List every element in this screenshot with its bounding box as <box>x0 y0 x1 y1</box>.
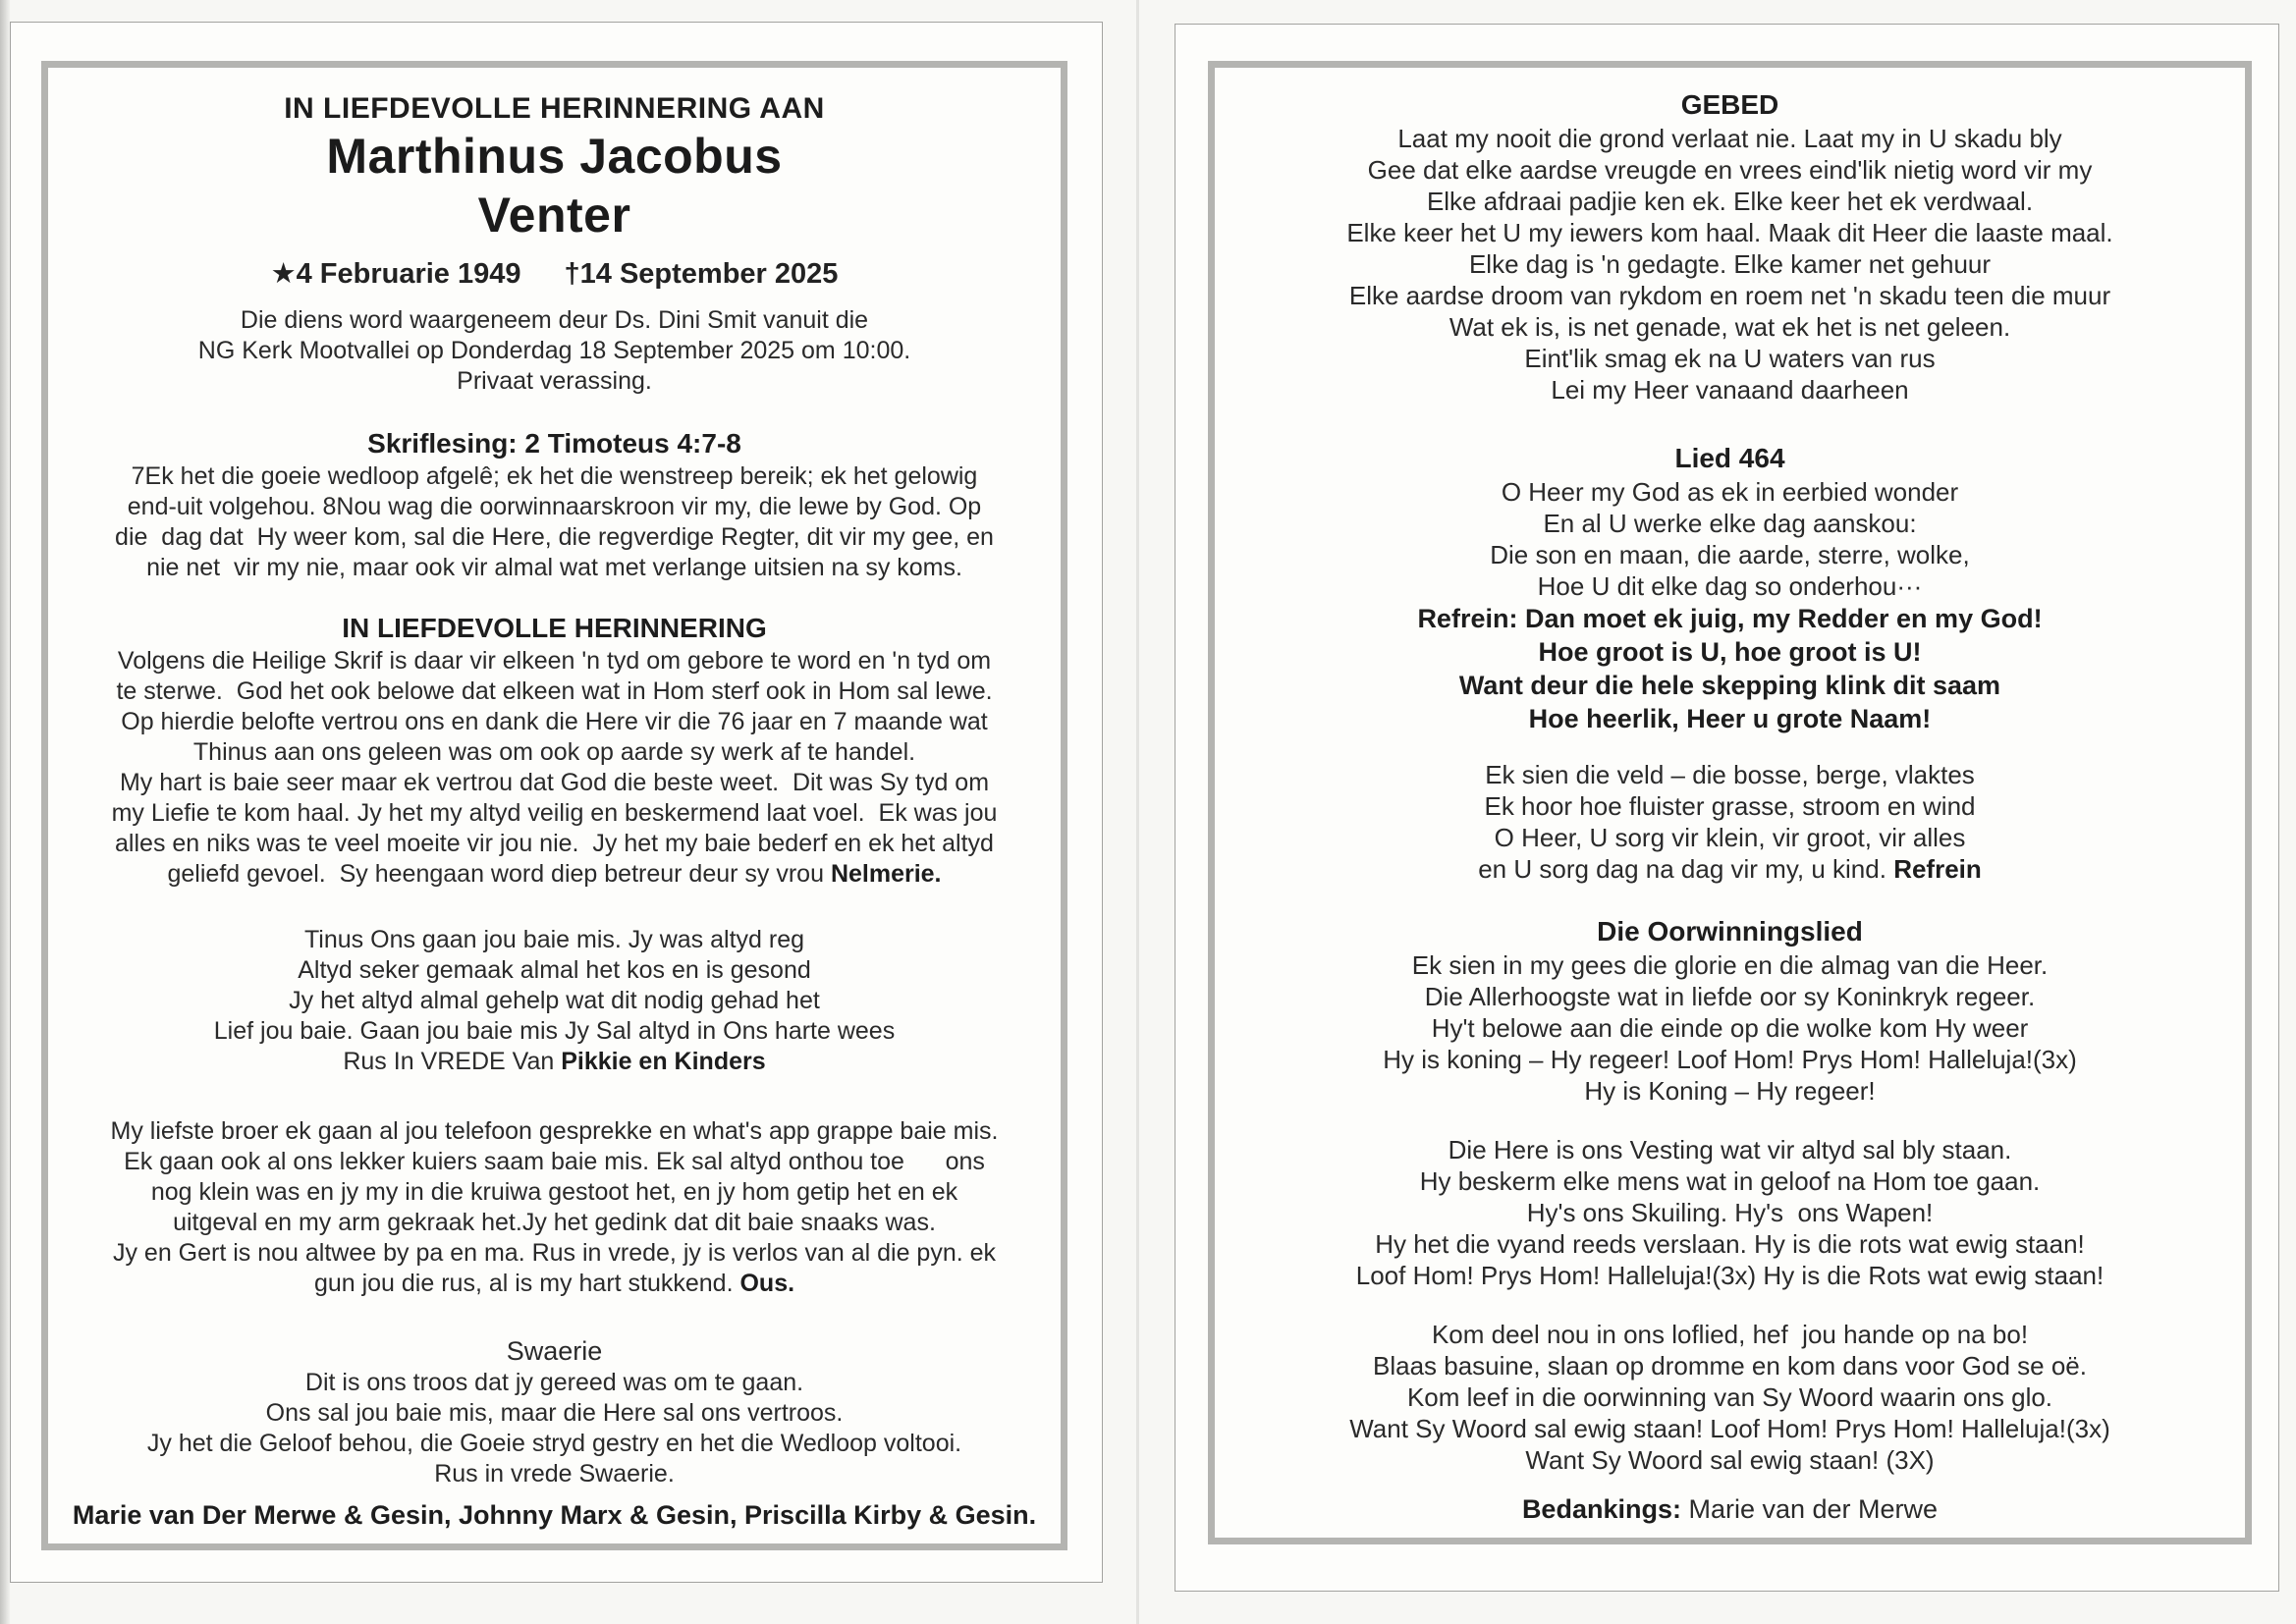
text-line: Lei my Heer vanaand daarheen <box>1551 375 1909 405</box>
text-line: Die Here is ons Vesting wat vir altyd sal bly staan. <box>1448 1135 2012 1164</box>
right-page-frame <box>1208 61 2252 1544</box>
fold-crease <box>1136 0 1139 1624</box>
text-line: Eint'lik smag ek na U waters van rus <box>1524 344 1936 373</box>
text-line: Dit is ons troos dat jy gereed was om te gaan. <box>304 1369 804 1396</box>
birth-date: 4 Februarie 1949 <box>296 258 521 290</box>
tinus-closing-line <box>54 1047 1055 1077</box>
bedankings-label: Bedankings: <box>1521 1494 1681 1524</box>
text-line: Jy het die Geloof behou, die Goeie stryd gestry en het die Wedloop voltooi. <box>146 1430 962 1457</box>
text-line: Altyd seker gemaak almal het kos en is gesond <box>298 956 811 984</box>
text-line: Ek sien in my gees die glorie en die almag van die Heer. <box>1411 950 2049 980</box>
page-edge-shadow <box>0 0 10 1624</box>
memorial-text <box>54 646 1055 859</box>
text-line: die dag dat Hy weer kom, sal die Here, die regverdige Regter, dit vir my gee, en <box>115 523 994 551</box>
text-line: Elke dag is 'n gedagte. Elke kamer net gehuur <box>1468 249 1992 279</box>
brother-verse <box>54 1116 1055 1269</box>
lied464-verse1 <box>1221 476 2239 602</box>
text-line: My liefste broer ek gaan al jou telefoon gesprekke en what's app grappe baie mis. <box>110 1117 999 1145</box>
text-line: Jy het altyd almal gehelp wat dit nodig gehad het <box>289 987 820 1014</box>
text-line: En al U werke elke dag aanskou: <box>1543 509 1917 538</box>
lied464-verse2-closing-line <box>1221 853 2239 885</box>
tribute-label: IN LIEFDEVOLLE HERINNERING AAN <box>284 92 825 125</box>
text-line: Kom leef in die oorwinning van Sy Woord waarin ons glo. <box>1406 1382 2053 1412</box>
text-line: Op hierdie belofte vertrou ons en dank die Here vir die 76 jaar en 7 maande wat <box>121 708 988 735</box>
families-line: Marie van Der Merwe & Gesin, Johnny Marx & Gesin, Priscilla Kirby & Gesin. <box>72 1500 1037 1530</box>
text-line: Laat my nooit die grond verlaat nie. Laat my in U skadu bly <box>1397 124 2062 153</box>
text-line: Blaas basuine, slaan op dromme en kom dans voor God se oë. <box>1373 1351 2087 1380</box>
tinus-verse <box>54 925 1055 1047</box>
text-line: Hoe heerlik, Heer u grote Naam! <box>1528 704 1932 733</box>
oorwinningslied-verse2 <box>1221 1134 2239 1291</box>
death-date: 14 September 2025 <box>579 258 839 290</box>
text-line: nog klein was en jy my in die kruiwa gestoot het, en jy hom getip het en ek <box>150 1178 958 1206</box>
text-line: Hy is koning – Hy regeer! Loof Hom! Prys Hom! Halleluja!(3x) <box>1383 1045 2077 1074</box>
oorwinningslied-verse1 <box>1221 949 2239 1107</box>
text-line: Hoe groot is U, hoe groot is U! <box>1538 637 1922 667</box>
family-signature: Pikkie en Kinders <box>561 1048 766 1075</box>
text-line: Want deur die hele skepping klink dit saam <box>1458 671 2001 700</box>
gebed-verse <box>1221 123 2239 406</box>
text-line: Hy beskerm elke mens wat in geloof na Hom toe gaan. <box>1419 1166 2041 1196</box>
text-line: Want Sy Woord sal ewig staan! Loof Hom! Prys Hom! Halleluja!(3x) <box>1349 1414 2110 1443</box>
text-line: Jy en Gert is nou altwee by pa en ma. Rus in vrede, jy is verlos van al die pyn. ek <box>112 1239 997 1267</box>
text-line: Thinus aan ons geleen was om ook op aarde sy werk af te handel. <box>192 738 916 766</box>
text-line: Hy het die vyand reeds verslaan. Hy is die rots wat ewig staan! <box>1375 1229 2085 1259</box>
text-line: Die Allerhoogste wat in liefde oor sy Koninkryk regeer. <box>1424 982 2036 1011</box>
wife-name: Nelmerie. <box>830 860 942 888</box>
memorial-closing-line <box>54 859 1055 890</box>
memorial-heading: IN LIEFDEVOLLE HERINNERING <box>342 613 767 643</box>
text-line: Ek hoor hoe fluister grasse, stroom en wind <box>1484 791 1976 821</box>
birth-death-dates <box>54 256 1055 292</box>
bedankings-line <box>1221 1489 2239 1529</box>
text-line: Elke afdraai padjie ken ek. Elke keer het ek verdwaal. <box>1426 187 2034 216</box>
text-line: Rus in vrede Swaerie. <box>434 1460 675 1488</box>
text-line: Lief jou baie. Gaan jou baie mis Jy Sal altyd in Ons harte wees <box>213 1017 896 1045</box>
bedankings-name: Marie van der Merwe <box>1680 1494 1939 1524</box>
oorwinningslied-heading: Die Oorwinningslied <box>1597 916 1863 947</box>
lied464-refrain <box>1221 602 2239 735</box>
left-page-frame <box>41 61 1067 1550</box>
text-line: Loof Hom! Prys Hom! Halleluja!(3x) Hy is die Rots wat ewig staan! <box>1355 1261 2105 1290</box>
text-line: Die son en maan, die aarde, sterre, wolke, <box>1490 540 1970 569</box>
text-line: Hy't belowe aan die einde op die wolke kom Hy weer <box>1431 1013 2029 1043</box>
brother-signature: Ous. <box>739 1270 795 1297</box>
text-line: O Heer, U sorg vir klein, vir groot, vir alles <box>1494 823 1966 852</box>
lied464-verse2-closing-text: en U sorg dag na dag vir my, u kind. <box>1478 854 1894 884</box>
brother-closing-line <box>54 1269 1055 1299</box>
deceased-surname: Venter <box>477 188 631 243</box>
text-line: 7Ek het die goeie wedloop afgelê; ek het die wenstreep bereik; ek het gelowig <box>131 462 978 490</box>
gebed-heading: GEBED <box>1680 89 1779 120</box>
death-cross-icon: † <box>564 258 580 290</box>
scripture-text <box>54 461 1055 583</box>
text-line: Tinus Ons gaan jou baie mis. Jy was altyd reg <box>303 926 805 953</box>
lied464-heading: Lied 464 <box>1674 443 1785 473</box>
text-line: Want Sy Woord sal ewig staan! (3X) <box>1525 1445 1935 1475</box>
text-line: end-uit volgehou. 8Nou wag die oorwinnaarskroon vir my, die lewe by God. Op <box>127 493 982 520</box>
text-line: Wat ek is, is net genade, wat ek het is net geleen. <box>1449 312 2011 342</box>
text-line: Kom deel nou in ons loflied, hef jou hande op na bo! <box>1431 1320 2029 1349</box>
text-line: Hoe U dit elke dag so onderhou··· <box>1537 571 1923 601</box>
tinus-closing-text: Rus In VREDE Van <box>343 1048 562 1075</box>
text-line: Elke aardse droom van rykdom en roem net 'n skadu teen die muur <box>1348 281 2111 310</box>
text-line: Volgens die Heilige Skrif is daar vir elkeen 'n tyd om gebore te word en 'n tyd om <box>117 647 992 675</box>
text-line: Hy is Koning – Hy regeer! <box>1584 1076 1876 1106</box>
text-line: NG Kerk Mootvallei op Donderdag 18 September 2025 om 10:00. <box>197 337 911 364</box>
deceased-first-names: Marthinus Jacobus <box>326 129 783 184</box>
text-line: nie net vir my nie, maar ook vir almal wat met verlange uitsien na sy koms. <box>146 554 962 581</box>
swaerie-heading: Swaerie <box>506 1336 603 1366</box>
left-page <box>10 22 1103 1583</box>
swaerie-verse <box>54 1368 1055 1489</box>
text-line: Ek gaan ook al ons lekker kuiers saam baie mis. Ek sal altyd onthou toe ons <box>124 1148 985 1175</box>
text-line: O Heer my God as ek in eerbied wonder <box>1501 477 1959 507</box>
refrain-reference: Refrein <box>1893 854 1982 884</box>
birth-star-icon: ★ <box>270 258 297 290</box>
text-line: Die diens word waargeneem deur Ds. Dini Smit vanuit die <box>240 306 869 334</box>
right-page <box>1175 24 2279 1592</box>
oorwinningslied-verse3 <box>1221 1319 2239 1476</box>
text-line: te sterwe. God het ook belowe dat elkeen wat in Hom sterf ook in Hom sal lewe. <box>116 677 993 705</box>
text-line: Hy's ons Skuiling. Hy's ons Wapen! <box>1526 1198 1934 1227</box>
scripture-heading: Skriflesing: 2 Timoteus 4:7-8 <box>367 428 741 459</box>
right-page-content <box>1215 68 2245 1538</box>
lied464-verse2 <box>1221 759 2239 853</box>
service-details <box>54 305 1055 397</box>
text-line: Ons sal jou baie mis, maar die Here sal ons vertroos. <box>265 1399 844 1427</box>
text-line: alles en niks was te veel moeite vir jou nie. Jy het my baie bederf en ek het altyd <box>115 830 994 857</box>
text-line: my Liefie te kom haal. Jy het my altyd veilig en beskermend laat voel. Ek was jou <box>111 799 998 827</box>
text-line: Elke keer het U my iewers kom haal. Maak dit Heer die laaste maal. <box>1346 218 2113 247</box>
text-line: My hart is baie seer maar ek vertrou dat God die beste weet. Dit was Sy tyd om <box>119 769 990 796</box>
text-line: uitgeval en my arm gekraak het.Jy het gedink dat dit baie snaaks was. <box>173 1209 936 1236</box>
text-line: Ek sien die veld – die bosse, berge, vlaktes <box>1485 760 1975 789</box>
left-page-content <box>48 68 1061 1543</box>
text-line: Gee dat elke aardse vreugde en vrees eind'lik nietig word vir my <box>1367 155 2093 185</box>
brother-closing-text: gun jou die rus, al is my hart stukkend. <box>313 1270 740 1297</box>
memorial-closing-text: geliefd gevoel. Sy heengaan word diep betreur deur sy vrou <box>167 860 831 888</box>
text-line: Refrein: Dan moet ek juig, my Redder en my God! <box>1417 604 2043 633</box>
text-line: Privaat verassing. <box>457 367 652 395</box>
